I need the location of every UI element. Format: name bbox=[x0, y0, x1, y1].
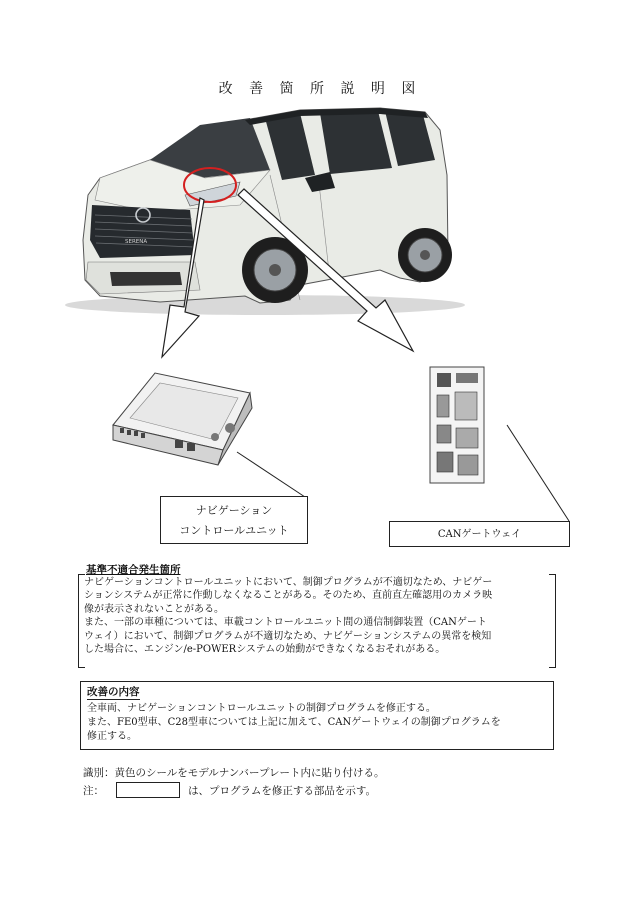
can-gateway-label: CANゲートウェイ bbox=[389, 521, 570, 547]
fix-line: 全車両、ナビゲーションコントロールユニットの制御プログラムを修正する。 bbox=[87, 703, 436, 714]
defect-line: ナビゲーションコントロールユニットにおいて、制御プログラムが不適切なため、ナビゲー bbox=[84, 577, 493, 588]
legend-note bbox=[83, 782, 376, 798]
navigation-unit-label-line1: ナビゲーション bbox=[195, 504, 273, 517]
fix-heading: 改善の内容 bbox=[87, 686, 140, 698]
navigation-unit-label-line2: コントロールユニット bbox=[179, 524, 289, 537]
navigation-unit-label bbox=[160, 496, 308, 544]
van-grille bbox=[90, 205, 195, 258]
fix-line: また、FE0型車、C28型車については上記に加えて、CANゲートウェイの制御プログラムを bbox=[87, 717, 501, 728]
defect-line: 像が表示されないことがある。 bbox=[84, 603, 224, 615]
navigation-control-unit-image bbox=[113, 373, 252, 465]
defect-line: ションシステムが正常に作動しなくなることがある。そのため、直前直左確認用のカメラ映 bbox=[84, 590, 493, 602]
defect-line: また、一部の車種については、車載コントロールユニット間の通信制御装置（CANゲート bbox=[84, 617, 487, 629]
can-gateway-image bbox=[430, 367, 484, 483]
identification-note: 識別：黄色のシールをモデルナンバープレート内に貼り付ける。 bbox=[83, 767, 385, 779]
defect-line: した場合に、エンジン/e-POWERシステムの始動ができなくなるおそれがある。 bbox=[84, 644, 446, 656]
legend-note-text: は、プログラムを修正する部品を示す。 bbox=[188, 784, 377, 797]
vehicle-badge: SERENA bbox=[125, 239, 148, 245]
legend-swatch bbox=[116, 782, 180, 798]
defect-line: ウェイ）において、制御プログラムが不適切なため、ナビゲーションシステムの異常を検知 bbox=[84, 630, 492, 642]
fix-description bbox=[80, 681, 554, 750]
leader-line-navigation bbox=[237, 452, 305, 497]
fix-line: 修正する。 bbox=[87, 731, 137, 742]
defect-heading: 基準不適合発生箇所 bbox=[86, 564, 181, 576]
page-title: 改 善 箇 所 説 明 図 bbox=[218, 81, 422, 97]
legend-note-prefix: 注： bbox=[83, 784, 104, 797]
leader-line-can bbox=[507, 425, 569, 521]
defect-description bbox=[78, 574, 556, 668]
